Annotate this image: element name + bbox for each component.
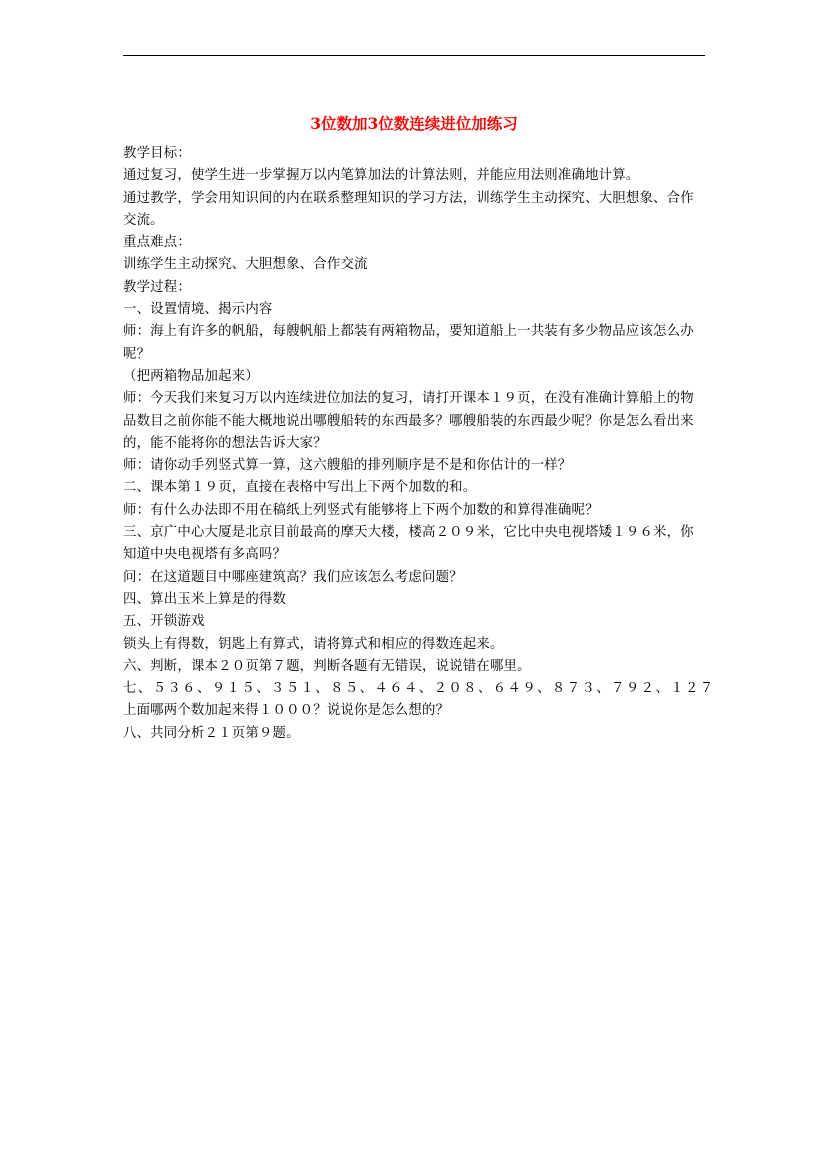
paragraph: 上面哪两个数加起来得１０００？说说你是怎么想的？ bbox=[123, 703, 450, 719]
paragraph: 五、开锁游戏 bbox=[123, 614, 205, 630]
paragraph: 六、判断，课本２０页第７题，判断各题有无错误，说说错在哪里。 bbox=[123, 658, 531, 674]
number-list: 七、５３６、９１５、３５１、８５、４６４、２０８、６４９、８７３、７９２、１２７ bbox=[123, 681, 715, 697]
document-body bbox=[123, 143, 715, 745]
paragraph: 训练学生主动探究、大胆想象、合作交流 bbox=[123, 257, 368, 273]
section-heading: 重点难点： bbox=[123, 235, 191, 251]
header-rule bbox=[123, 55, 705, 56]
section-heading: 教学过程： bbox=[123, 279, 191, 295]
paragraph: 师：海上有许多的帆船，每艘帆船上都装有两箱物品，要知道船上一共装有多少物品应该怎么办呢？ bbox=[123, 324, 694, 362]
paragraph: 通过教学，学会用知识间的内在联系整理知识的学习方法，训练学生主动探究、大胆想象、合作交流。 bbox=[123, 190, 694, 228]
paragraph: 八、共同分析２１页第９题。 bbox=[123, 725, 300, 741]
paragraph: 锁头上有得数，钥匙上有算式，请将算式和相应的得数连起来。 bbox=[123, 636, 504, 652]
paragraph: 师：请你动手列竖式算一算，这六艘船的排列顺序是不是和你估计的一样？ bbox=[123, 458, 572, 474]
paragraph: 问：在这道题目中哪座建筑高？我们应该怎么考虑问题？ bbox=[123, 569, 463, 585]
paragraph: 三、京广中心大厦是北京目前最高的摩天大楼，楼高２０９米，它比中央电视塔矮１９６米，你知道中央电视塔有多高吗？ bbox=[123, 525, 694, 563]
paragraph: 二、课本第１９页，直接在表格中写出上下两个加数的和。 bbox=[123, 480, 477, 496]
section-heading: 教学目标： bbox=[123, 146, 191, 161]
paragraph: 通过复习，使学生进一步掌握万以内笔算加法的计算法则，并能应用法则准确地计算。 bbox=[123, 168, 640, 184]
paragraph: 四、算出玉米上算是的得数 bbox=[123, 591, 287, 607]
paragraph: （把两箱物品加起来） bbox=[123, 368, 259, 384]
paragraph: 师：今天我们来复习万以内连续进位加法的复习，请打开课本１９页，在没有准确计算船上的物品数目之前你能不能大概地说出哪艘船转的东西最多？哪艘船装的东西最少呢？你是怎么看出来的，能不能将你的想法告诉大家？ bbox=[123, 391, 694, 451]
document-title: 3位数加3位数连续进位加练习 bbox=[310, 114, 518, 133]
paragraph: 一、设置情境、揭示内容 bbox=[123, 302, 273, 318]
paragraph: 师：有什么办法即不用在稿纸上列竖式有能够将上下两个加数的和算得准确呢？ bbox=[123, 502, 599, 518]
